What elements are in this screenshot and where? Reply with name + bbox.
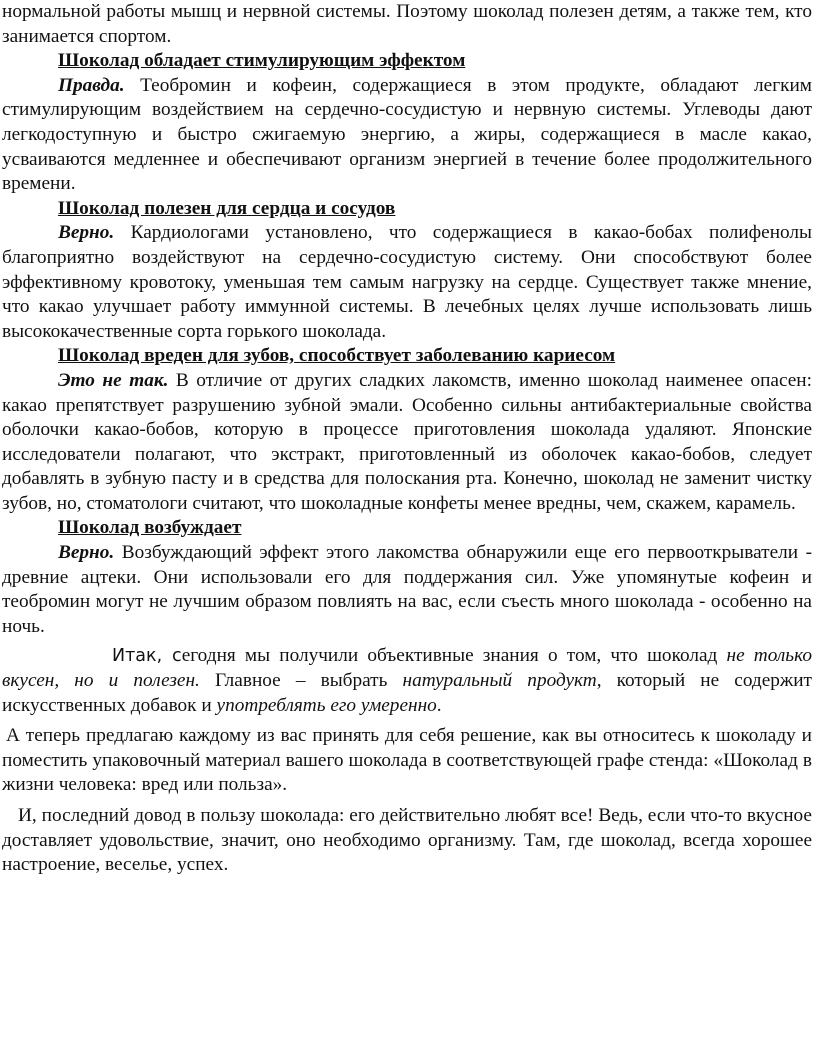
- intro-paragraph: нормальной работы мышц и нервной системы. Поэтому шоколад полезен детям, а также тем, кто занимается спортом.: [2, 1, 812, 47]
- section-heading-teeth: Шоколад вреден для зубов, способствует заболеванию кариесом: [58, 345, 616, 367]
- section-text: Кардиологами установлено, что содержащиеся в какао-бобах полифенолы благоприятно воздействуют на сердечно-сосудистую систему. Они способствуют более эффективному кровотоку, уменьшая тем самым нагрузку на сердце. Существует также мнение, что какао улучшает работу иммунной системы. В лечебных целях лучше использовать лишь высококачественные сорта горького шоколада.: [2, 222, 812, 342]
- section-heading-excites: Шоколад возбуждает: [58, 517, 242, 539]
- summary-text: .: [436, 694, 442, 716]
- section-text: В отличие от других сладких лакомств, именно шоколад наименее опасен: какао препятствует разрушению зубной эмали. Особенно сильны антибактериальные свойства оболочки какао-бобов, которую в процессе приготовления шоколада удаляют. Японские исследователи полагают, что экстракт, приготовленный из оболочек какао-бобов, следует добавлять в зубную пасту и в средства для полоскания рта. Конечно, шоколад не заменит чистку зубов, но, стоматологи считают, что шоколадные конфеты менее вредны, чем, скажем, карамель.: [2, 369, 812, 514]
- verdict-label: Верно.: [58, 222, 115, 244]
- summary-text: егодня мы получили объективные знания о том, что шоколад: [181, 645, 727, 667]
- section-body-teeth: [2, 369, 812, 517]
- verdict-label: Это не так.: [58, 369, 169, 391]
- summary-emphasis: не только вкусен, но и полезен.: [2, 645, 812, 692]
- summary-paragraph: [2, 644, 812, 718]
- summary-start: Итак, с: [112, 646, 182, 667]
- verdict-label: Верно.: [58, 542, 115, 564]
- summary-text: , который не содержит искусственных добавок и: [2, 670, 812, 716]
- section-text: Возбуждающий эффект этого лакомства обнаружили еще его первооткрыватели - древние ацтеки. Они использовали его для поддержания сил. Уже упомянутые кофеин и теобромин могут не лучшим образом повлиять на вас, если съесть много шоколада - особенно на ночь.: [2, 542, 812, 637]
- verdict-label: Правда.: [58, 74, 125, 96]
- section-body-heart: [2, 221, 812, 344]
- summary-emphasis: натуральный продукт: [402, 670, 597, 692]
- closing-paragraph: И, последний довод в пользу шоколада: его действительно любят все! Ведь, если что-то вкусное доставляет удовольствие, значит, оно необходимо организму. Там, где шоколад, всегда хорошее настроение, веселье, успех.: [2, 805, 812, 876]
- section-body-excites: [2, 541, 812, 639]
- section-heading-stimulating: Шоколад обладает стимулирующим эффектом: [58, 50, 466, 72]
- section-heading-heart: Шоколад полезен для сердца и сосудов: [58, 197, 396, 219]
- section-body-stimulating: [2, 74, 812, 197]
- section-text: Теобромин и кофеин, содержащиеся в этом продукте, обладают легким стимулирующим воздействием на сердечно-сосудистую и нервную системы. Углеводы дают легкодоступную и быстро сжигаемую энергию, а жиры, содержащиеся в масле какао, усваиваются медленнее и обеспечивают организм энергией в течение более продолжительного времени.: [2, 74, 812, 195]
- proposal-paragraph: А теперь предлагаю каждому из вас принять для себя решение, как вы относитесь к шоколаду и поместить упаковочный материал вашего шоколада в соответствующей графе стенда: «Шоколад в жизни человека: вред или польза».: [2, 725, 812, 796]
- summary-text: Главное – выбрать: [199, 670, 403, 692]
- summary-emphasis: употреблять его умеренно: [216, 694, 437, 716]
